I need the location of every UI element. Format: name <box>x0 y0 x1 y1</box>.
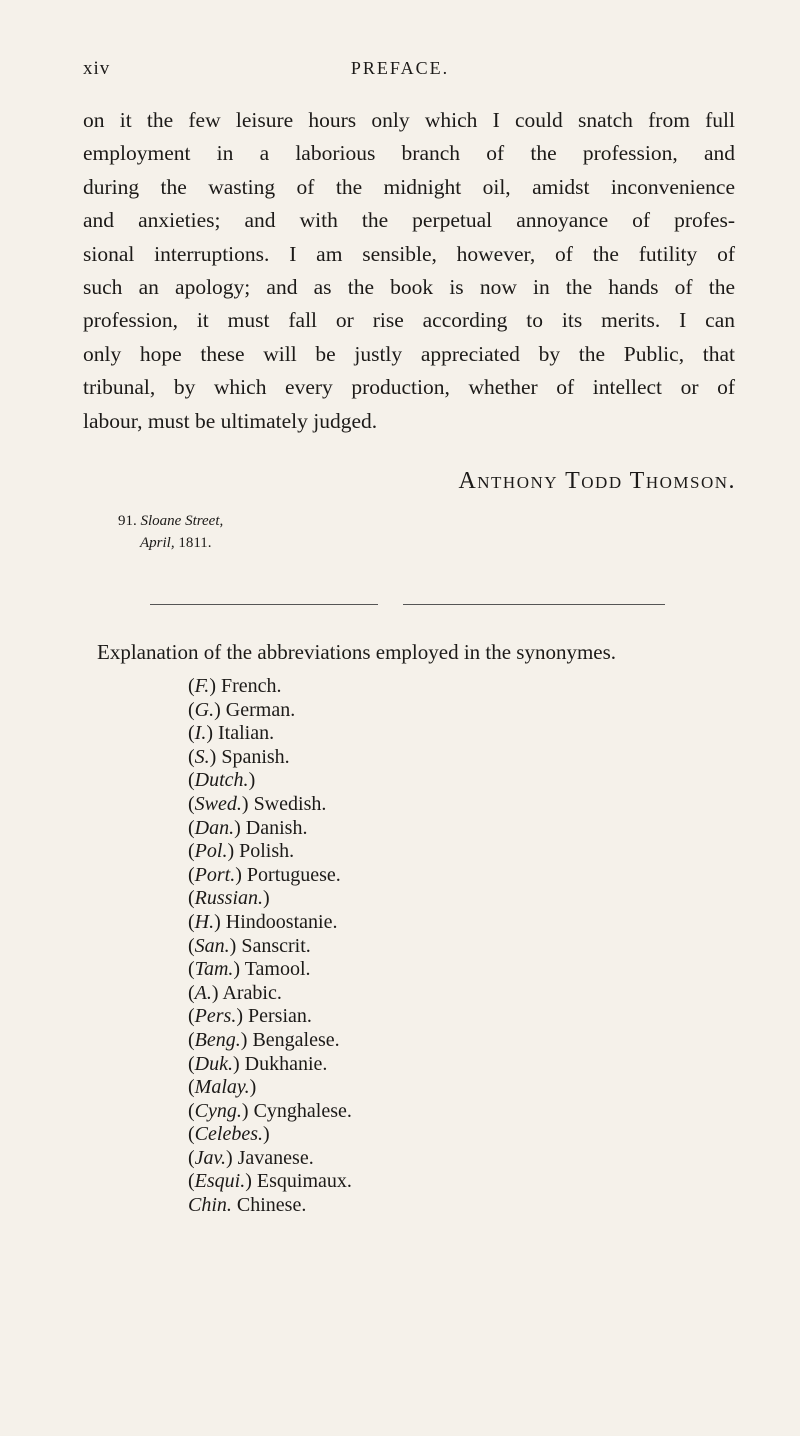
abbreviation-code: Cyng. <box>194 1099 242 1122</box>
body-line: such an apology; and as the book is now in the hands of the <box>83 275 735 300</box>
address-month: April, <box>140 535 175 551</box>
language-name: Danish. <box>245 816 308 839</box>
abbreviation-item: (Swed.) Swedish. <box>188 792 327 815</box>
divider-rule-right <box>403 604 665 605</box>
language-name: Sanscrit. <box>241 934 311 957</box>
abbreviation-item: (Beng.) Bengalese. <box>188 1028 340 1051</box>
abbreviation-code: Celebes. <box>194 1123 263 1146</box>
language-name: Bengalese. <box>252 1028 340 1051</box>
abbreviation-item: (H.) Hindoostanie. <box>188 910 338 933</box>
language-name: Italian. <box>218 722 275 745</box>
abbreviation-code: Chin. <box>188 1194 232 1217</box>
abbreviation-item: (Jav.) Javanese. <box>188 1146 314 1169</box>
abbreviation-item: (Dan.) Danish. <box>188 816 308 839</box>
abbreviation-code: San. <box>194 934 230 957</box>
abbreviation-item: (I.) Italian. <box>188 722 275 745</box>
language-name: Chinese. <box>236 1194 307 1217</box>
language-name: Persian. <box>248 1005 312 1028</box>
language-name: Esquimaux. <box>256 1170 352 1193</box>
abbreviation-item: (F.) French. <box>188 675 282 697</box>
abbreviation-code: Beng. <box>194 1028 241 1051</box>
abbreviation-item: (Dutch.) <box>188 769 256 792</box>
abbreviation-item: (Duk.) Dukhanie. <box>188 1052 328 1075</box>
abbreviation-item: (Malay.) <box>188 1076 257 1099</box>
divider-rule-left <box>150 604 378 605</box>
address-block <box>118 510 223 554</box>
abbreviation-code: Dutch. <box>194 769 249 792</box>
body-line: tribunal, by which every production, whether of intellect or of <box>83 375 735 400</box>
running-head: PREFACE. <box>350 58 450 78</box>
abbreviation-item: (Pol.) Polish. <box>188 840 295 863</box>
language-name: Javanese. <box>237 1146 314 1169</box>
page-header <box>83 58 717 88</box>
language-name: Swedish. <box>253 792 327 815</box>
abbreviation-item: (Port.) Portuguese. <box>188 863 341 886</box>
language-name: Tamool. <box>244 958 311 981</box>
body-line: only hope these will be justly appreciated by the Public, that <box>83 341 735 366</box>
abbreviation-item: (Russian.) <box>188 887 270 910</box>
abbreviation-code: F. <box>194 675 210 697</box>
body-line: during the wasting of the midnight oil, amidst inconvenience <box>83 174 735 199</box>
abbreviation-code: G. <box>194 698 215 721</box>
abbreviation-item: (S.) Spanish. <box>188 745 290 768</box>
address-street: Sloane Street, <box>140 513 224 529</box>
body-line: and anxieties; and with the perpetual annoyance of profes- <box>83 208 735 233</box>
abbreviation-item: (Tam.) Tamool. <box>188 958 311 981</box>
abbreviation-item: (A.) Arabic. <box>188 981 282 1004</box>
language-name: Portuguese. <box>246 863 341 886</box>
abbreviation-item: (San.) Sanscrit. <box>188 934 311 957</box>
abbreviation-code: Dan. <box>194 816 235 839</box>
body-line: on it the few leisure hours only which I could snatch from full <box>83 108 735 132</box>
language-name: Cynghalese. <box>253 1099 352 1122</box>
abbreviation-code: Jav. <box>194 1146 226 1169</box>
abbreviation-code: Esqui. <box>194 1170 246 1193</box>
language-name: Polish. <box>239 840 295 863</box>
section-divider <box>150 604 665 606</box>
body-line: employment in a laborious branch of the profession, and <box>83 141 735 166</box>
abbreviation-item: (G.) German. <box>188 698 296 721</box>
language-name: German. <box>225 698 296 721</box>
language-name: Dukhanie. <box>244 1052 328 1075</box>
abbreviation-item: (Pers.) Persian. <box>188 1005 312 1028</box>
author-signature: Anthony Todd Thomson. <box>458 468 736 494</box>
abbreviation-item: (Cyng.) Cynghalese. <box>188 1099 352 1122</box>
abbreviation-item: (Esqui.) Esquimaux. <box>188 1170 352 1193</box>
abbreviation-code: A. <box>194 981 212 1004</box>
abbreviation-item <box>188 1194 352 1218</box>
abbreviation-code: I. <box>194 722 207 745</box>
preface-body <box>83 104 735 438</box>
abbreviation-item: (Celebes.) <box>188 1123 270 1146</box>
abbreviation-code: Pol. <box>194 840 228 863</box>
abbreviation-code: Tam. <box>194 958 234 981</box>
address-number: 91. <box>118 513 137 529</box>
language-name: French. <box>220 675 282 697</box>
abbreviation-code: Russian. <box>194 887 264 910</box>
body-line: labour, must be ultimately judged. <box>83 408 378 433</box>
abbreviation-code: Duk. <box>194 1052 233 1075</box>
abbreviations-heading: Explanation of the abbreviations employed in the synonymes. <box>97 640 617 664</box>
body-line: profession, it must fall or rise according to its merits. I can <box>83 308 735 333</box>
page-number: xiv <box>83 58 111 79</box>
body-line: sional interruptions. I am sensible, however, of the futility of <box>83 241 735 266</box>
language-name: Spanish. <box>221 745 290 768</box>
address-year: 1811. <box>178 535 212 551</box>
abbreviation-code: Pers. <box>194 1005 237 1028</box>
abbreviation-code: Swed. <box>194 792 242 815</box>
abbreviation-code: H. <box>194 910 215 933</box>
abbreviation-code: Port. <box>194 863 236 886</box>
abbreviation-code: S. <box>194 745 210 768</box>
abbreviations-list <box>188 675 352 1218</box>
abbreviation-code: Malay. <box>194 1076 250 1099</box>
language-name: Arabic. <box>222 981 282 1004</box>
language-name: Hindoostanie. <box>225 910 338 933</box>
